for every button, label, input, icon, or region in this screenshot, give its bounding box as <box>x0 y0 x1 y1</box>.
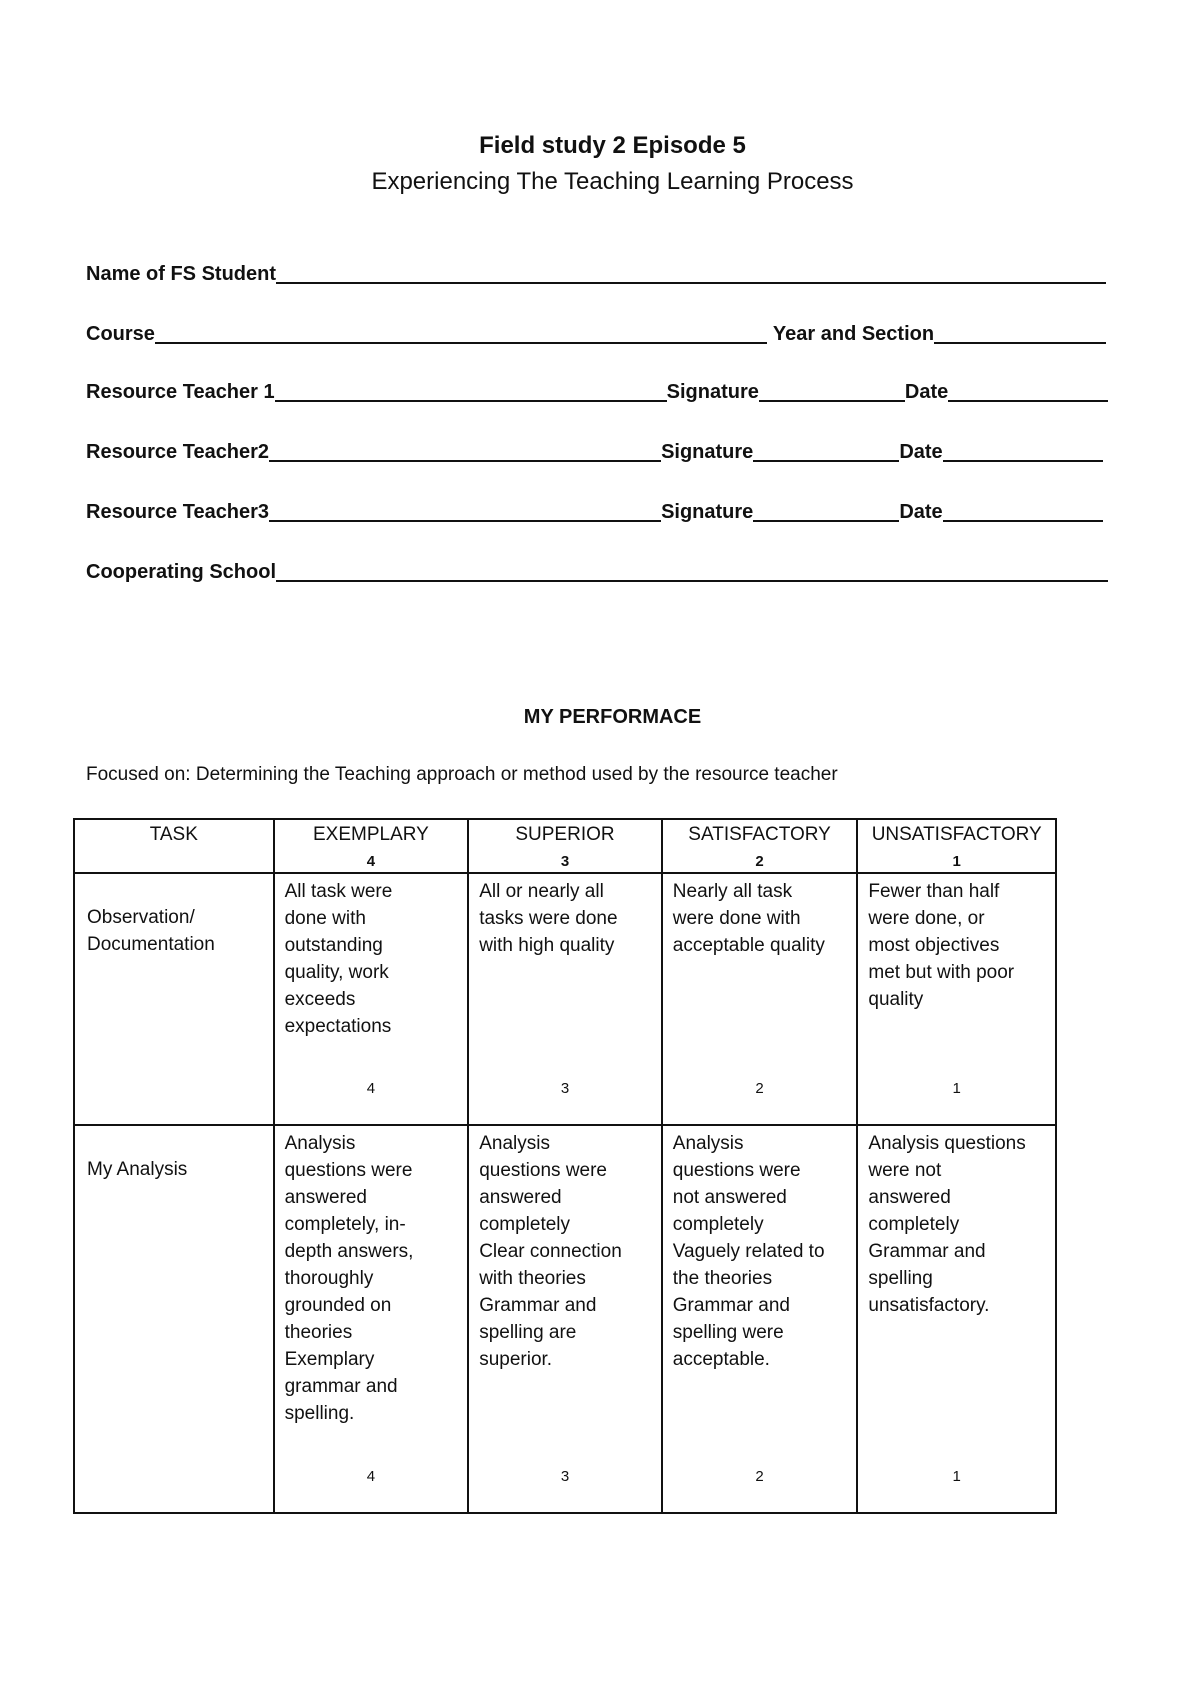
resource-teacher-1-label: Resource Teacher 1 <box>86 381 275 403</box>
table-row <box>74 873 1056 1125</box>
name-field[interactable] <box>276 260 1106 284</box>
cell-score: 4 <box>366 1468 376 1485</box>
focus-text: Focused on: Determining the Teaching approach or method used by the resource teacher <box>86 764 838 785</box>
course-label: Course <box>86 323 155 345</box>
signature-1-field[interactable] <box>759 378 905 402</box>
table-row <box>74 1125 1056 1513</box>
rubric-cell: Analysis questions were answered completely Clear connection with theories Grammar and spelling are superior. 3 <box>468 1125 662 1513</box>
header-exemplary: EXEMPLARY 4 <box>274 819 469 873</box>
year-section-field[interactable] <box>934 320 1106 344</box>
page-subtitle: Experiencing The Teaching Learning Process <box>371 168 854 195</box>
resource-teacher-1-field[interactable] <box>275 378 667 402</box>
header-superior: SUPERIOR 3 <box>468 819 662 873</box>
date-label: Date <box>899 441 943 463</box>
cooperating-school-field[interactable] <box>276 558 1108 582</box>
header-score: 3 <box>560 853 570 870</box>
page-title: Field study 2 Episode 5 <box>479 132 746 159</box>
name-row <box>86 252 1106 286</box>
header-unsatisfactory: UNSATISFACTORY 1 <box>857 819 1056 873</box>
course-row <box>86 312 1106 346</box>
rubric-cell: All task were done with outstanding quality, work exceeds expectations 4 <box>274 873 469 1125</box>
header-score: 4 <box>366 853 376 870</box>
rubric-cell: Fewer than half were done, or most objectives met but with poor quality 1 <box>857 873 1056 1125</box>
resource-teacher-2-label: Resource Teacher2 <box>86 441 270 463</box>
task-cell: My Analysis <box>74 1125 274 1513</box>
header-task: TASK <box>74 819 274 873</box>
task-cell: Observation/ Documentation <box>74 873 274 1125</box>
rubric-table <box>73 818 1057 1514</box>
resource-teacher-3-label: Resource Teacher3 <box>86 501 270 523</box>
resource-teacher-2-field[interactable] <box>269 438 661 462</box>
year-section-label: Year and Section <box>772 323 935 345</box>
date-label: Date <box>899 501 943 523</box>
cell-score: 2 <box>755 1080 764 1097</box>
cell-score: 1 <box>952 1468 961 1485</box>
signature-2-field[interactable] <box>753 438 899 462</box>
cell-score: 3 <box>560 1468 570 1485</box>
name-label: Name of FS Student <box>86 263 277 285</box>
header-score: 1 <box>952 853 961 870</box>
signature-3-field[interactable] <box>753 498 899 522</box>
date-1-field[interactable] <box>948 378 1108 402</box>
cell-score: 2 <box>755 1468 764 1485</box>
cell-score: 4 <box>366 1080 376 1097</box>
resource-teacher-2-row <box>86 430 1103 464</box>
resource-teacher-3-row <box>86 490 1103 524</box>
rubric-cell: Analysis questions were not answered completely Vaguely related to the theories Grammar and spelling were acceptable. 2 <box>662 1125 858 1513</box>
rubric-cell: Analysis questions were not answered completely Grammar and spelling unsatisfactory. 1 <box>857 1125 1056 1513</box>
date-2-field[interactable] <box>943 438 1103 462</box>
signature-label: Signature <box>666 381 759 403</box>
section-title: MY PERFORMACE <box>523 706 702 728</box>
rubric-header-row <box>74 819 1056 873</box>
header-satisfactory: SATISFACTORY 2 <box>662 819 858 873</box>
date-3-field[interactable] <box>943 498 1103 522</box>
date-label: Date <box>904 381 949 403</box>
cooperating-school-row <box>86 550 1108 584</box>
cell-score: 1 <box>952 1080 961 1097</box>
rubric-cell: All or nearly all tasks were done with high quality 3 <box>468 873 662 1125</box>
header-score: 2 <box>755 853 764 870</box>
signature-label: Signature <box>661 501 754 523</box>
cell-score: 3 <box>560 1080 570 1097</box>
resource-teacher-1-row <box>86 370 1108 404</box>
cooperating-school-label: Cooperating School <box>86 561 276 583</box>
rubric-cell: Analysis questions were answered completely, in- depth answers, thoroughly grounded on theories Exemplary grammar and spelling. 4 <box>274 1125 469 1513</box>
resource-teacher-3-field[interactable] <box>269 498 661 522</box>
signature-label: Signature <box>661 441 754 463</box>
course-field[interactable] <box>155 320 767 344</box>
rubric-cell: Nearly all task were done with acceptable quality 2 <box>662 873 858 1125</box>
